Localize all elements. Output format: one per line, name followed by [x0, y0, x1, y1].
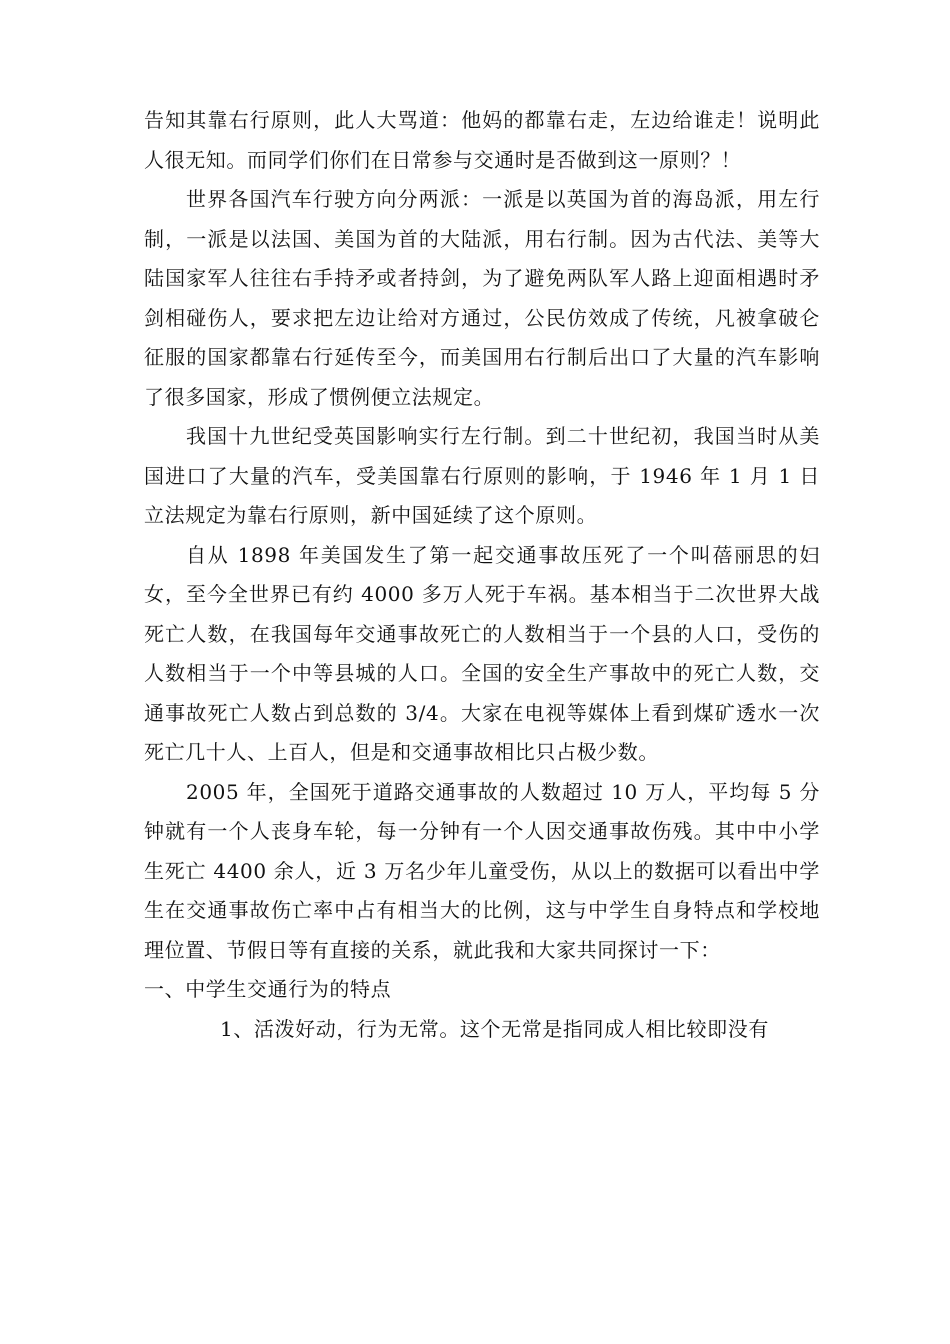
paragraph-accident-stats: 自从 1898 年美国发生了第一起交通事故压死了一个叫蓓丽思的妇女，至今全世界已有约 4000 多万人死于车祸。基本相当于二次世界大战死亡人数，在我国每年交通事故死亡的人数相当于一个县的人口，受伤的人数相当于一个中等县城的人口。全国的安全生产事故中的死亡人数，交通事故死亡人数占到总数的 3/4。大家在电视等媒体上看到煤矿透水一次死亡几十人、上百人，但是和交通事故相比只占极少数。 [144, 542, 820, 764]
list-item: 1、活泼好动，行为无常。这个无常是指同成人相比较即没有 [220, 1016, 769, 1041]
document-body [144, 101, 820, 1049]
paragraph-driving-sides: 世界各国汽车行驶方向分两派：一派是以英国为首的海岛派，用左行制，一派是以法国、美国为首的大陆派，用右行制。因为古代法、美等大陆国家军人往往右手持矛或者持剑，为了避免两队军人路上迎面相遇时矛剑相碰伤人，要求把左边让给对方通过，公民仿效成了传统，凡被拿破仑征服的国家都靠右行延传至今，而美国用右行制后出口了大量的汽车影响了很多国家，形成了惯例便立法规定。 [144, 187, 820, 409]
paragraph-china-history: 我国十九世纪受英国影响实行左行制。到二十世纪初，我国当时从美国进口了大量的汽车，受美国靠右行原则的影响，于 1946 年 1 月 1 日立法规定为靠右行原则，新中国延续了这个原则。 [144, 424, 820, 527]
section-heading: 一、中学生交通行为的特点 [144, 977, 392, 1001]
paragraph-2005-stats: 2005 年，全国死于道路交通事故的人数超过 10 万人，平均每 5 分钟就有一个人丧身车轮，每一分钟有一个人因交通事故伤残。其中中小学生死亡 4400 余人，近 3 万名少年儿童受伤，从以上的数据可以看出中学生在交通事故伤亡率中占有相当大的比例，这与中学生自身特点和学校地理位置、节假日等有直接的关系，就此我和大家共同探讨一下： [144, 779, 820, 962]
paragraph-continued: 告知其靠右行原则，此人大骂道：他妈的都靠右走，左边给谁走！说明此人很无知。而同学们你们在日常参与交通时是否做到这一原则？！ [144, 108, 820, 172]
